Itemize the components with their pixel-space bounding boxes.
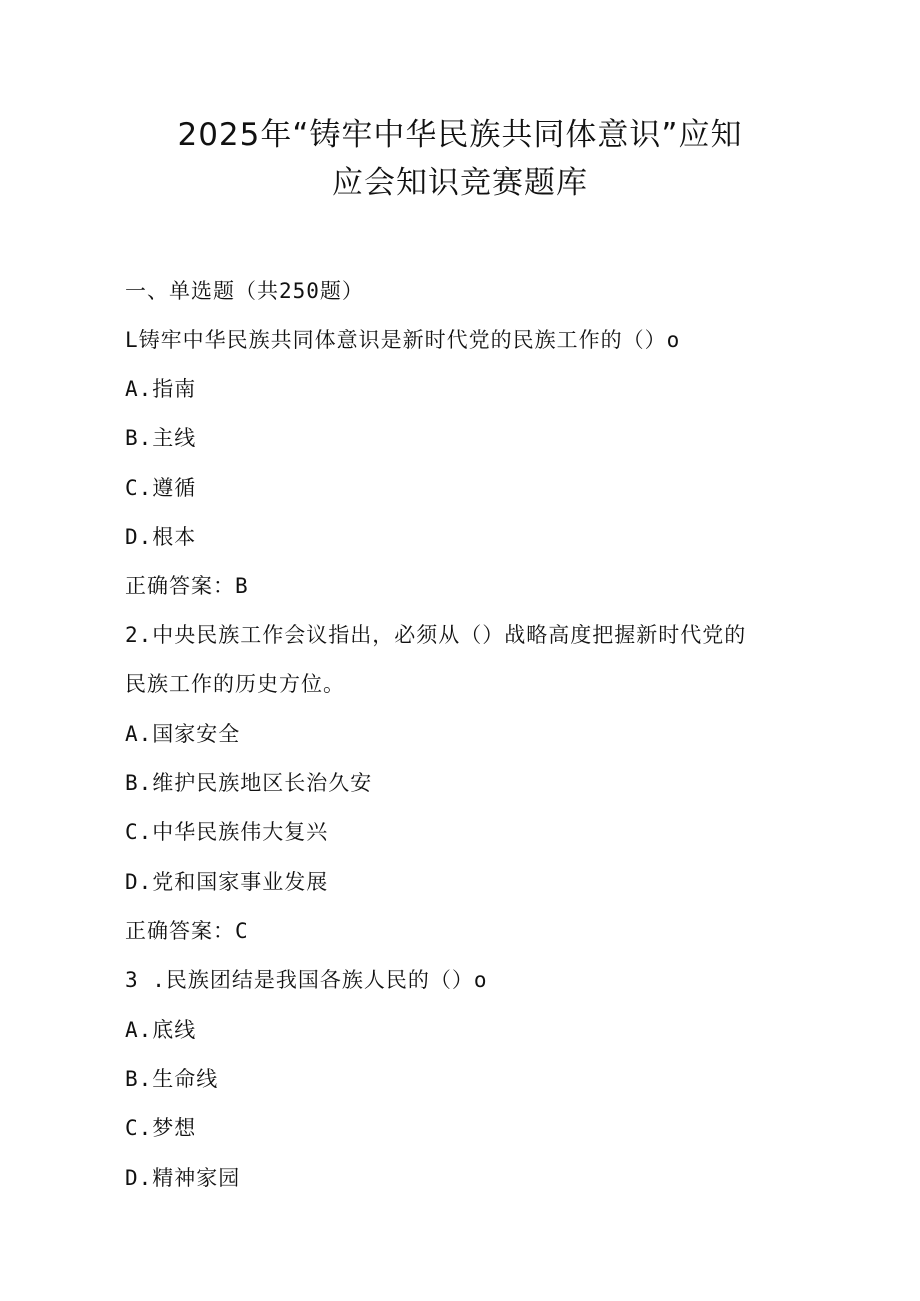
- question-2-stem-line-1: 2.中央民族工作会议指出，必须从（）战略高度把握新时代党的: [125, 623, 747, 647]
- question-3-option-b: B.生命线: [125, 1067, 219, 1091]
- document-title-line-2: 应会知识竞赛题库: [332, 165, 588, 201]
- question-2-option-d: D.党和国家事业发展: [125, 870, 329, 894]
- question-2-option-a: A.国家安全: [125, 722, 241, 746]
- question-1-stem: L铸牢中华民族共同体意识是新时代党的民族工作的（）o: [125, 328, 681, 352]
- question-3-option-c: C.梦想: [125, 1116, 197, 1140]
- question-1-option-d: D.根本: [125, 525, 197, 549]
- question-1-answer: 正确答案：B: [125, 574, 249, 598]
- question-2-option-c: C.中华民族伟大复兴: [125, 820, 329, 844]
- section-heading: 一、单选题（共250题）: [125, 279, 364, 303]
- question-2-answer: 正确答案：C: [125, 919, 249, 943]
- question-1-option-c: C.遵循: [125, 476, 197, 500]
- question-3-option-a: A.底线: [125, 1018, 197, 1042]
- document-title-line-1: 2025年“铸牢中华民族共同体意识”应知: [177, 117, 743, 153]
- question-1-option-a: A.指南: [125, 377, 197, 401]
- question-3-stem: 3 .民族团结是我国各族人民的（）o: [125, 968, 488, 992]
- question-1-option-b: B.主线: [125, 426, 197, 450]
- question-3-option-d: D.精神家园: [125, 1166, 241, 1190]
- question-2-stem-line-2: 民族工作的历史方位。: [125, 672, 345, 696]
- question-2-option-b: B.维护民族地区长治久安: [125, 771, 373, 795]
